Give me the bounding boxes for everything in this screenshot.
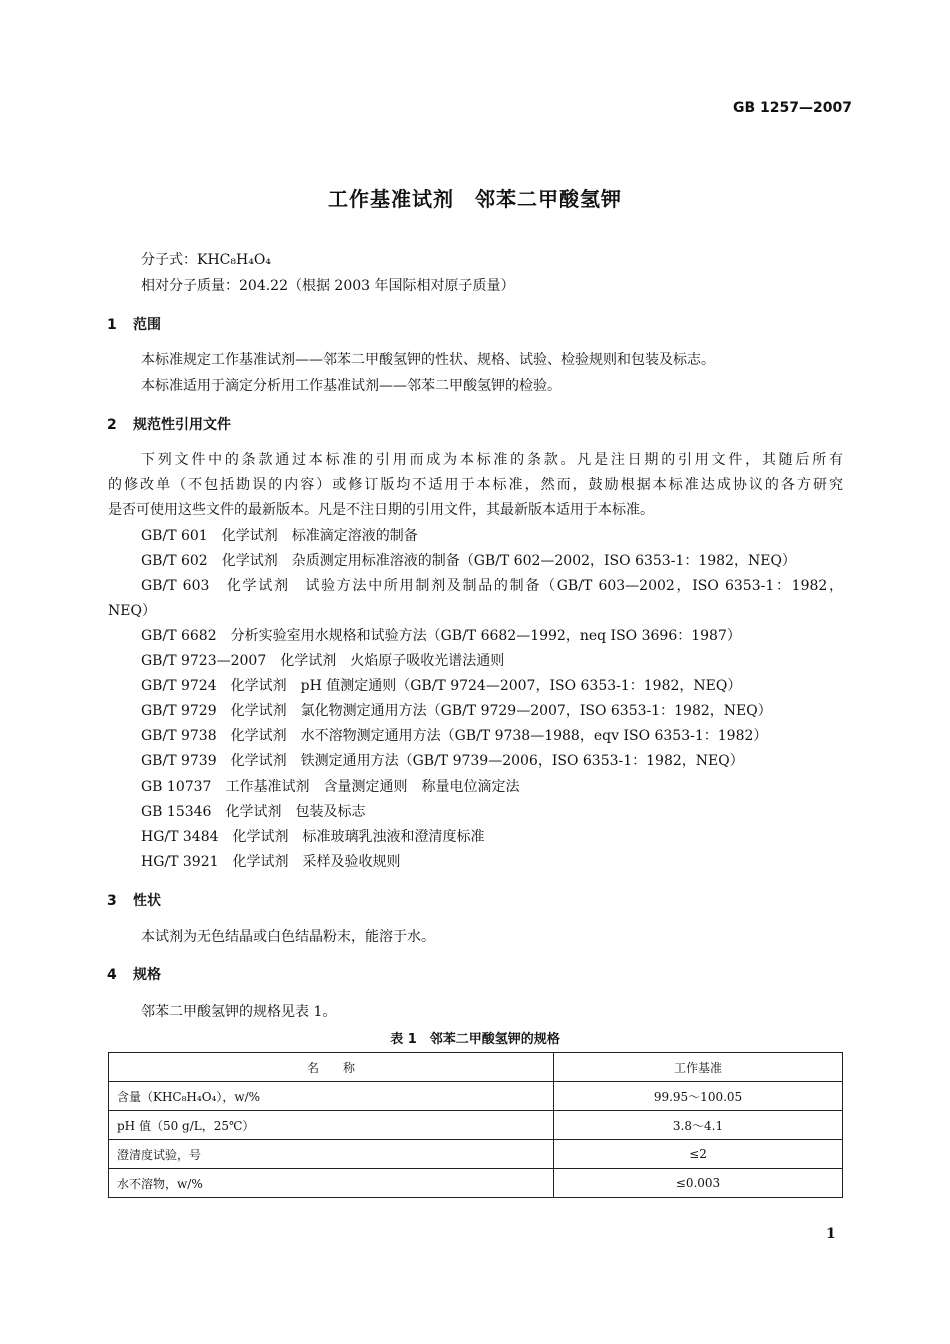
reference-item: GB/T 601 化学试剂 标准滴定溶液的制备 bbox=[141, 528, 418, 544]
table-row bbox=[109, 1111, 843, 1140]
section-1-heading bbox=[107, 314, 161, 334]
references-intro-line-1: 下列文件中的条款通过本标准的引用而成为本标准的条款。凡是注日期的引用文件，其随后所有 bbox=[141, 452, 843, 468]
scope-paragraph-1: 本标准规定工作基准试剂——邻苯二甲酸氢钾的性状、规格、试验、检验规则和包装及标志。 bbox=[141, 352, 715, 368]
row-value: ≤0.003 bbox=[554, 1169, 843, 1198]
table-row bbox=[109, 1082, 843, 1111]
standard-number: GB 1257—2007 bbox=[733, 100, 852, 116]
reference-item: GB/T 6682 分析实验室用水规格和试验方法（GB/T 6682—1992，neq ISO 3696：1987） bbox=[141, 628, 741, 644]
section-number: 4 bbox=[107, 967, 117, 983]
reference-item: GB/T 9723—2007 化学试剂 火焰原子吸收光谱法通则 bbox=[141, 653, 505, 669]
specs-paragraph: 邻苯二甲酸氢钾的规格见表 1。 bbox=[141, 1004, 337, 1020]
page-number: 1 bbox=[826, 1226, 836, 1242]
header-name: 名 称 bbox=[109, 1053, 554, 1082]
section-title: 性状 bbox=[133, 893, 161, 909]
row-name: pH 值（50 g/L，25℃） bbox=[109, 1111, 554, 1140]
table-caption: 表 1 邻苯二甲酸氢钾的规格 bbox=[390, 1032, 560, 1047]
section-number: 1 bbox=[107, 317, 117, 333]
row-value: 99.95～100.05 bbox=[554, 1082, 843, 1111]
section-4-heading bbox=[107, 964, 161, 984]
reference-item-continuation: NEQ） bbox=[108, 603, 156, 619]
row-name: 澄清度试验，号 bbox=[109, 1140, 554, 1169]
reference-item: GB/T 602 化学试剂 杂质测定用标准溶液的制备（GB/T 602—2002，ISO 6353-1：1982，NEQ） bbox=[141, 553, 796, 569]
relative-molecular-mass: 相对分子质量：204.22（根据 2003 年国际相对原子质量） bbox=[141, 278, 515, 294]
specification-table bbox=[108, 1052, 843, 1198]
reference-item: GB/T 9738 化学试剂 水不溶物测定通用方法（GB/T 9738—1988，eqv ISO 6353-1：1982） bbox=[141, 728, 768, 744]
document-title: 工作基准试剂 邻苯二甲酸氢钾 bbox=[328, 187, 622, 211]
reference-item: HG/T 3921 化学试剂 采样及验收规则 bbox=[141, 854, 401, 870]
section-2-heading bbox=[107, 414, 231, 434]
row-name: 水不溶物，w/% bbox=[109, 1169, 554, 1198]
section-title: 规范性引用文件 bbox=[133, 417, 231, 433]
row-value: 3.8～4.1 bbox=[554, 1111, 843, 1140]
table-header-row bbox=[109, 1053, 843, 1082]
table-row bbox=[109, 1169, 843, 1198]
reference-item: GB 10737 工作基准试剂 含量测定通则 称量电位滴定法 bbox=[141, 779, 520, 795]
scope-paragraph-2: 本标准适用于滴定分析用工作基准试剂——邻苯二甲酸氢钾的检验。 bbox=[141, 378, 561, 394]
row-name: 含量（KHC₈H₄O₄），w/% bbox=[109, 1082, 554, 1111]
reference-item: GB/T 9739 化学试剂 铁测定通用方法（GB/T 9739—2006，ISO 6353-1：1982，NEQ） bbox=[141, 753, 744, 769]
properties-paragraph: 本试剂为无色结晶或白色结晶粉末，能溶于水。 bbox=[141, 929, 435, 945]
reference-item: GB/T 603 化学试剂 试验方法中所用制剂及制品的制备（GB/T 603—2002，ISO 6353-1：1982， bbox=[141, 578, 843, 594]
molecular-formula: 分子式：KHC₈H₄O₄ bbox=[141, 252, 271, 268]
section-title: 范围 bbox=[133, 317, 161, 333]
reference-item: HG/T 3484 化学试剂 标准玻璃乳浊液和澄清度标准 bbox=[141, 829, 485, 845]
header-value: 工作基准 bbox=[554, 1053, 843, 1082]
references-intro-line-3: 是否可使用这些文件的最新版本。凡是不注日期的引用文件，其最新版本适用于本标准。 bbox=[108, 502, 654, 518]
section-number: 2 bbox=[107, 417, 117, 433]
reference-item: GB/T 9724 化学试剂 pH 值测定通则（GB/T 9724—2007，ISO 6353-1：1982，NEQ） bbox=[141, 678, 742, 694]
section-3-heading bbox=[107, 890, 161, 910]
section-number: 3 bbox=[107, 893, 117, 909]
reference-item: GB 15346 化学试剂 包装及标志 bbox=[141, 804, 366, 820]
reference-item: GB/T 9729 化学试剂 氯化物测定通用方法（GB/T 9729—2007，ISO 6353-1：1982，NEQ） bbox=[141, 703, 772, 719]
table-row bbox=[109, 1140, 843, 1169]
references-intro-line-2: 的修改单（不包括勘误的内容）或修订版均不适用于本标准，然而，鼓励根据本标准达成协议的各方研究 bbox=[108, 477, 843, 493]
row-value: ≤2 bbox=[554, 1140, 843, 1169]
section-title: 规格 bbox=[133, 967, 161, 983]
